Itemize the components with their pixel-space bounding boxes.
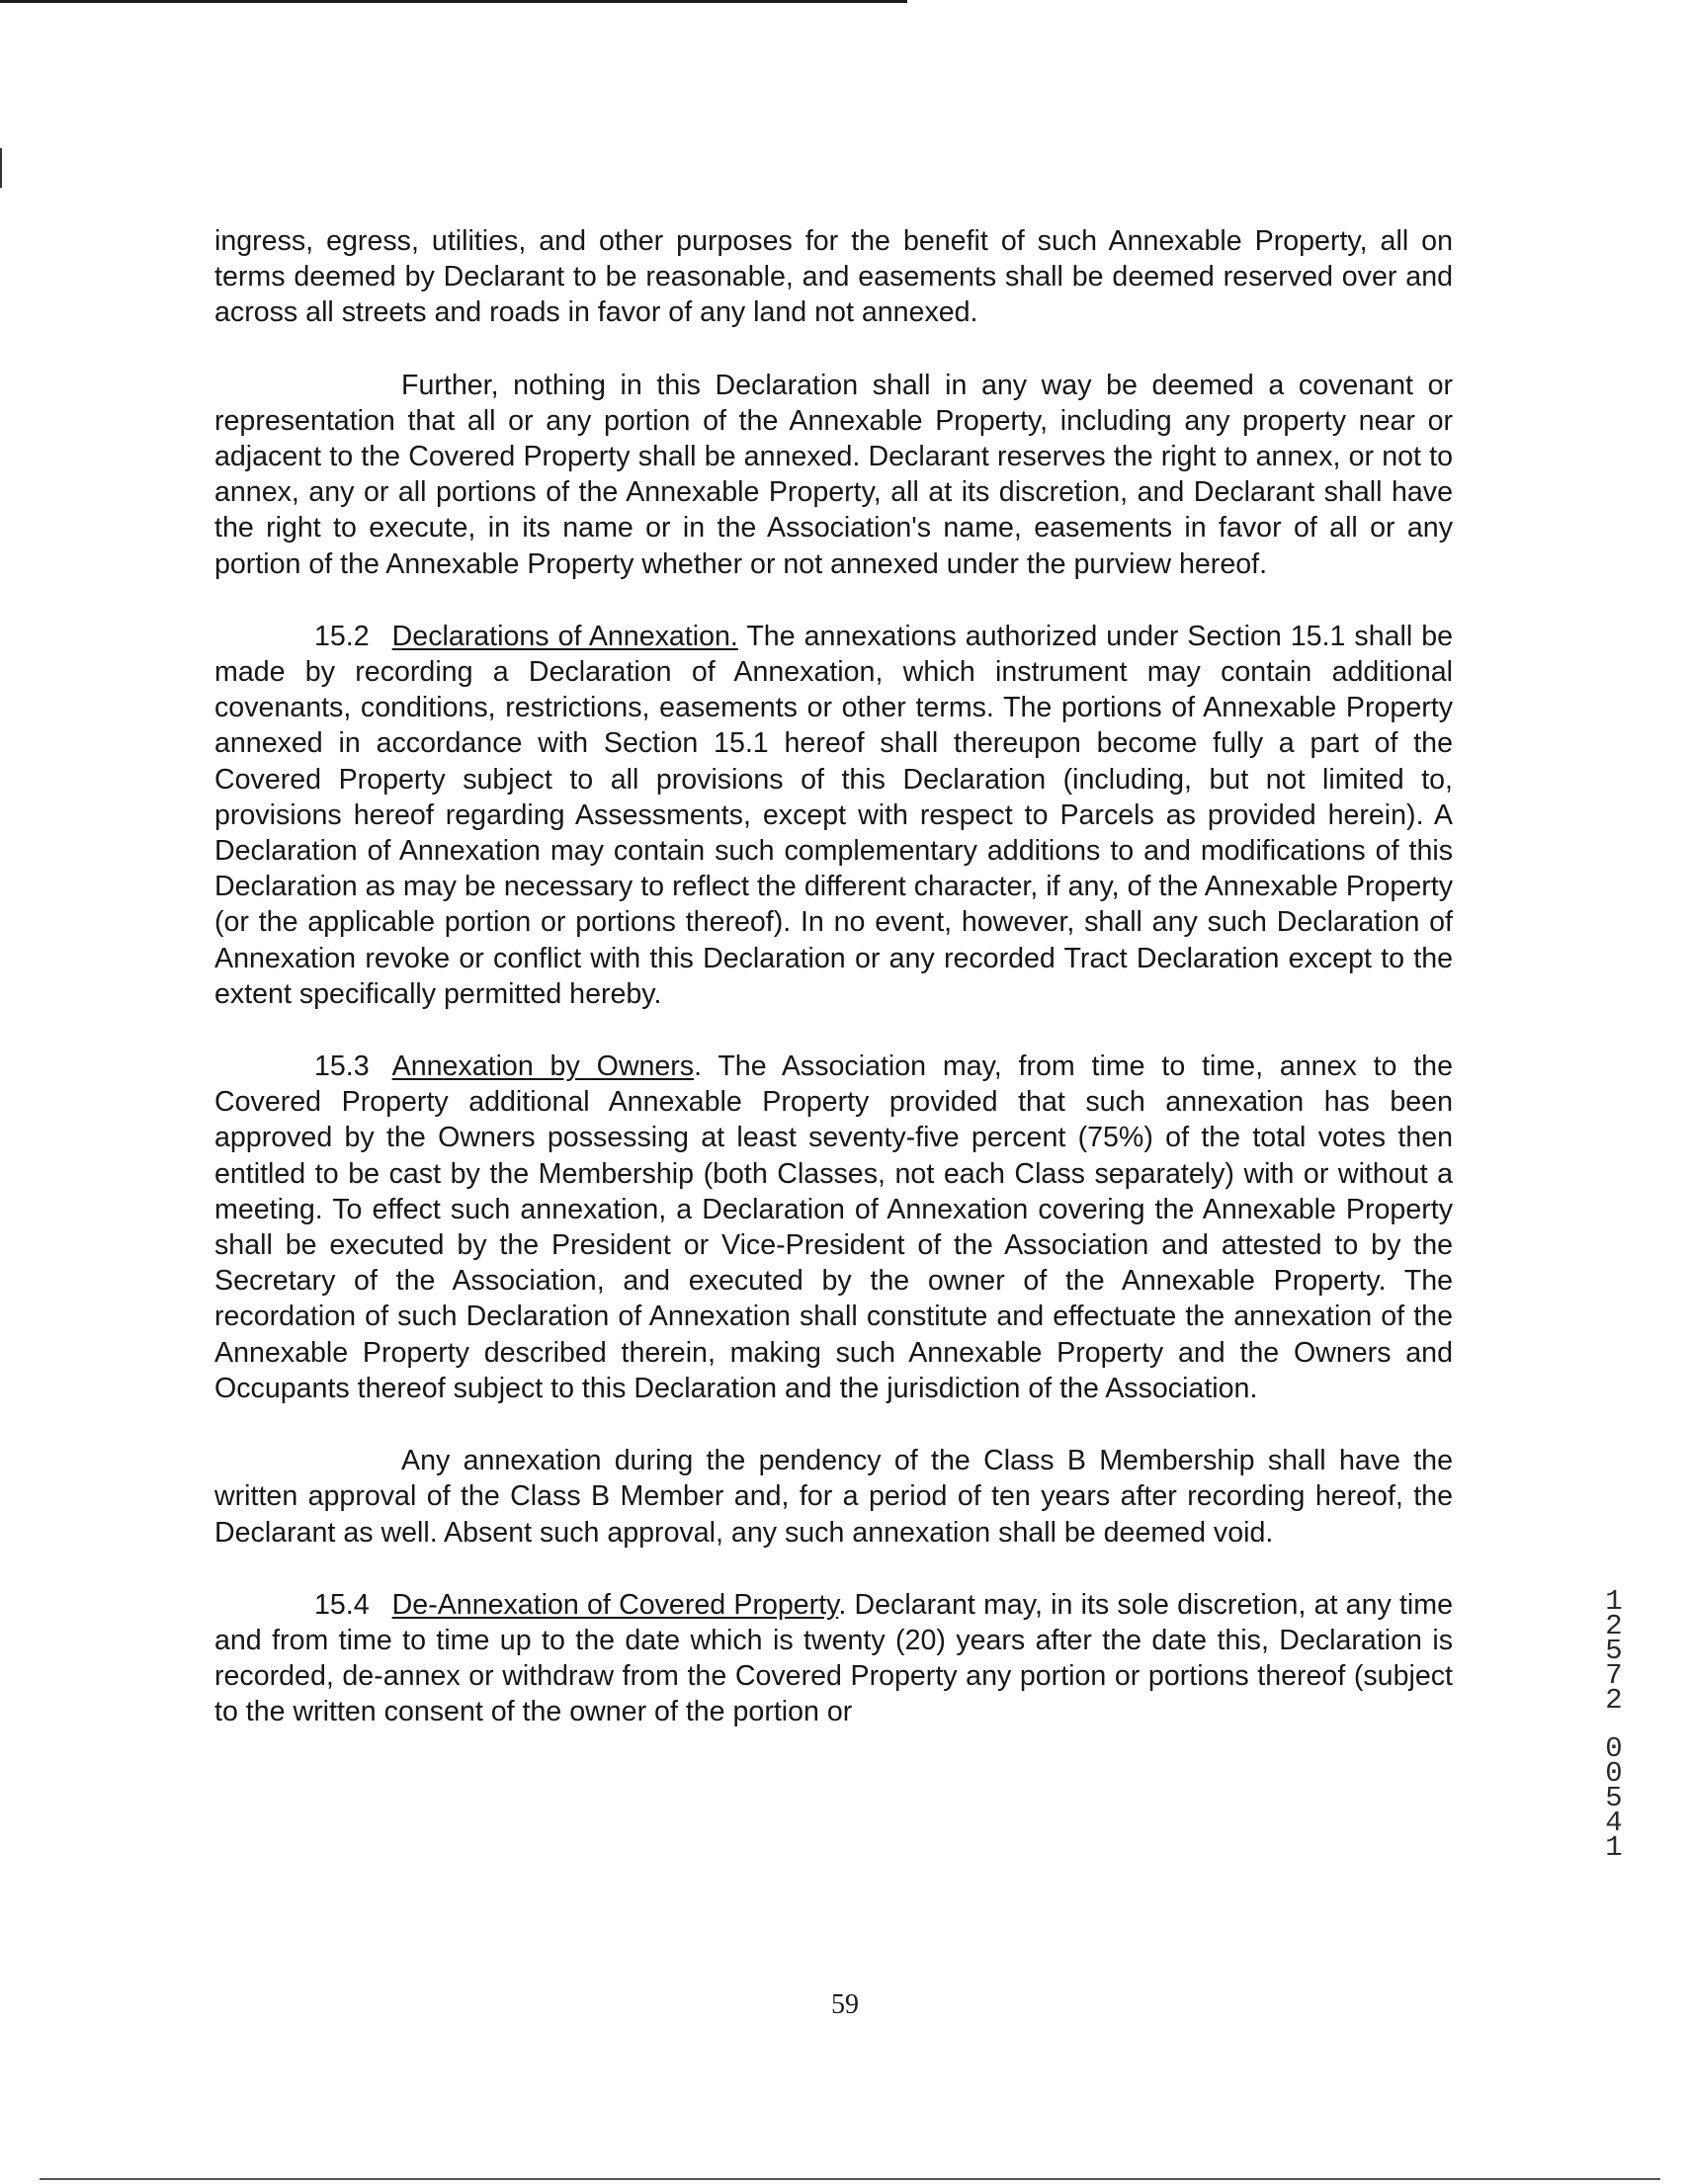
further-paragraph: Further, nothing in this Declaration shall in any way be deemed a covenant or representation that all or any portion of the Annexable Property, including any property near or adjacent to the Covered Property shall be annexed. Declarant reserves the right to annex, or not to annex, any or all portions of the Annexable Property, all at its discretion, and Declarant shall have the right to execute, in its name or in the Association's name, easements in favor of all or any portion of the Annexable Property whether or not annexed under the purview hereof. <box>214 369 1453 580</box>
section-body: The annexations authorized under Section 15.1 shall be made by recording a Declaration of Annexation, which instrument may contain additional covenants, conditions, restrictions, easements or other terms. The portions of Annexable Property annexed in accordance with Section 15.1 hereof shall thereupon become fully a part of the Covered Property subject to all provisions of this Declaration (including, but not limited to, provisions hereof regarding Assessments, except with respect to Parcels as provided herein). A Declaration of Annexation may contain such complementary additions to and modifications of this Declaration as may be necessary to reflect the different character, if any, of the Annexable Property (or the applicable portion or portions thereof). In no event, however, shall any such Declaration of Annexation revoke or conflict with this Declaration or any recorded Tract Declaration except to the extent specifically permitted hereby. <box>214 620 1454 1010</box>
stamp-digit: 2 <box>1605 1684 1623 1717</box>
stamp-digit: 1 <box>1605 1585 1623 1618</box>
section-body: . The Association may, from time to time, annex to the Covered Property additional Annexable Property provided that such annexation has been approved by the Owners possessing at least seventy-five percent (75%) of the total votes then entitled to be cast by the Membership (both Classes, not each Class separately) with or without a meeting. To effect such annexation, a Declaration of Annexation covering the Annexable Property shall be executed by the President or Vice-President of the Association and attested to by the Secretary of the Association, and executed by the owner of the Annexable Property. The recordation of such Declaration of Annexation shall constitute and effectuate the annexation of the Annexable Property described therein, making such Annexable Property and the Owners and Occupants thereof subject to this Declaration and the jurisdiction of the Association. <box>214 1050 1453 1404</box>
section-title: De-Annexation of Covered Property <box>391 1588 839 1621</box>
page-number: 59 <box>831 1989 859 2020</box>
scan-edge-left <box>0 148 2 188</box>
section-number: 15.2 <box>314 620 370 652</box>
stamp-digit: 0 <box>1605 1757 1623 1790</box>
section-body: . Declarant may, in its sole discretion, at any time and from time to time up to the date which is twenty (20) years after the date this, Declaration is recorded, de-annex or withdraw from the Covered Property any portion or portions thereof (subject to the written consent of the owner of the portion or <box>214 1588 1454 1728</box>
stamp-digit: 4 <box>1605 1806 1623 1839</box>
section-title: Annexation by Owners <box>391 1050 695 1083</box>
class-b-paragraph: Any annexation during the pendency of the Class B Membership shall have the written approval of the Class B Member and, for a period of ten years after recording hereof, the Declarant as well. Absent such approval, any such annexation shall be deemed void. <box>214 1445 1453 1549</box>
section-15-4 <box>214 1587 1453 1730</box>
scan-edge-top <box>0 0 907 3</box>
section-number: 15.3 <box>314 1050 370 1083</box>
recording-stamp <box>1596 1585 1632 1864</box>
stamp-digit: 2 <box>1605 1610 1623 1642</box>
stamp-digit: 5 <box>1605 1782 1623 1814</box>
section-number: 15.4 <box>314 1588 370 1621</box>
continuation-paragraph: ingress, egress, utilities, and other purposes for the benefit of such Annexable Property, all on terms deemed by Declarant to be reasonable, and easements shall be deemed reserved over and across all streets and roads in favor of any land not annexed. <box>214 225 1453 329</box>
stamp-digit: 0 <box>1605 1732 1623 1765</box>
stamp-digit: 1 <box>1605 1831 1623 1864</box>
stamp-digit: 7 <box>1605 1659 1623 1692</box>
section-15-2 <box>214 619 1453 1012</box>
section-title: Declarations of Annexation. <box>391 620 738 652</box>
page-body <box>214 223 1453 1767</box>
stamp-digit: 5 <box>1605 1635 1623 1667</box>
scan-edge-bottom <box>40 2178 1660 2180</box>
section-15-3 <box>214 1049 1453 1406</box>
